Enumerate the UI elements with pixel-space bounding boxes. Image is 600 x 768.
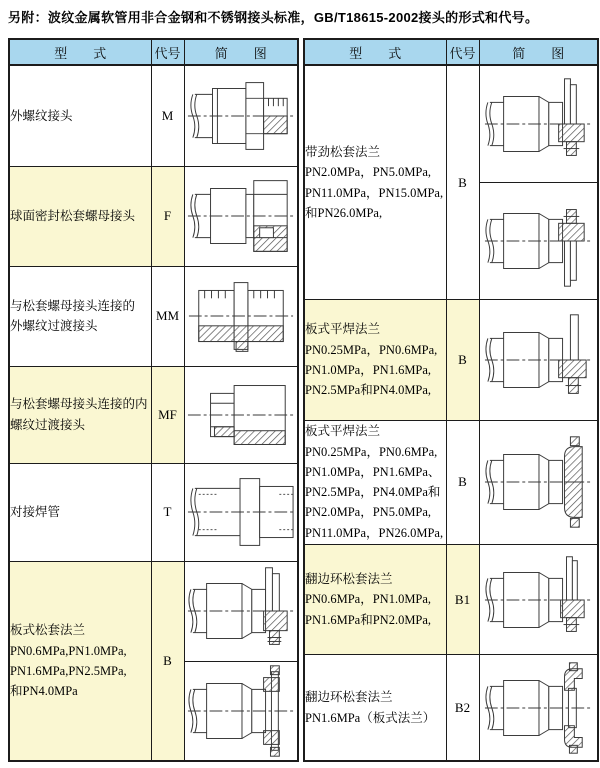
code-cell: MF	[151, 366, 184, 463]
type-line: PN1.6MPa,PN2.5MPa,	[10, 663, 127, 678]
table-row-left-4	[9, 463, 298, 561]
type-line: 翻边环松套法兰	[305, 572, 393, 587]
type-line: PN0.25MPa，PN0.6MPa,	[305, 444, 438, 459]
fitting-table-left	[8, 38, 299, 762]
column-header-type: 型 式	[9, 39, 151, 65]
code-cell: B1	[446, 544, 479, 654]
fitting-table-right	[303, 38, 599, 762]
type-line: PN11.0MPa，PN15.0MPa,	[305, 185, 444, 200]
type-line: 螺纹过渡接头	[10, 417, 86, 432]
diagram-cell	[184, 65, 298, 166]
type-line: PN2.5MPa和PN4.0MPa,	[305, 383, 432, 398]
table-row-left-1	[9, 166, 298, 266]
table-row-right-0	[304, 65, 598, 182]
diagram-cell	[184, 561, 298, 661]
diagram-double-male	[185, 268, 297, 364]
type-line: 板式平焊法兰	[305, 424, 381, 439]
diagram-cell	[479, 655, 598, 761]
code-cell: B	[446, 420, 479, 544]
code-cell: MM	[151, 266, 184, 366]
type-line: 板式松套法兰	[10, 623, 86, 638]
type-line: 球面密封松套螺母接头	[10, 208, 136, 223]
code-cell: M	[151, 65, 184, 166]
type-line: 带劲松套法兰	[305, 145, 381, 160]
type-line: PN0.6MPa，PN1.0MPa,	[305, 592, 432, 607]
column-header-code: 代号	[446, 39, 479, 65]
type-cell	[304, 655, 446, 761]
type-cell	[9, 463, 151, 561]
table-row-left-2	[9, 266, 298, 366]
diagram-flange-neck-up	[482, 76, 594, 172]
column-header-code: 代号	[151, 39, 184, 65]
type-cell	[9, 366, 151, 463]
diagram-flange-lap	[482, 552, 594, 648]
diagram-flange-loose-up	[185, 563, 297, 659]
type-line: 外螺纹接头	[10, 108, 73, 123]
diagram-cell	[184, 166, 298, 266]
code-cell: F	[151, 166, 184, 266]
type-cell	[9, 561, 151, 761]
diagram-cell	[184, 661, 298, 761]
type-line: 对接焊管	[10, 504, 61, 519]
type-line: PN1.6MPa和PN2.0MPa,	[305, 612, 432, 627]
type-line: 与松套螺母接头连接的	[10, 298, 136, 313]
type-line: PN2.5MPa，PN4.0MPa和	[305, 485, 441, 500]
type-cell	[304, 300, 446, 420]
diagram-flange-neck-down	[482, 193, 594, 289]
diagram-butt-weld	[185, 464, 297, 560]
code-cell: B2	[446, 655, 479, 761]
type-line: 翻边环松套法兰	[305, 690, 393, 705]
type-line: PN1.0MPa，PN1.6MPa、	[305, 464, 441, 479]
column-header-diagram: 简 图	[479, 39, 598, 65]
type-cell	[9, 266, 151, 366]
intro-note: 另附：波纹金属软管用非合金钢和不锈钢接头标准，GB/T18615-2002接头的形式和代号。	[8, 10, 539, 25]
diagram-cell	[479, 65, 598, 182]
table-row-right-3	[304, 544, 598, 654]
type-cell	[9, 65, 151, 166]
diagram-flange-weld-up	[482, 312, 594, 408]
code-cell: B	[446, 65, 479, 300]
table-row-left-5	[9, 561, 298, 661]
table-row-right-2	[304, 420, 598, 544]
type-cell	[304, 65, 446, 300]
code-cell: T	[151, 463, 184, 561]
diagram-cell	[479, 300, 598, 420]
type-cell	[304, 544, 446, 654]
type-line: PN1.6MPa（板式法兰）	[305, 710, 436, 725]
code-cell: B	[151, 561, 184, 761]
type-line: 和PN4.0MPa	[10, 684, 78, 698]
diagram-cell	[479, 420, 598, 544]
diagram-male-thread	[185, 68, 297, 164]
type-line: PN2.0MPa，PN5.0MPa,	[305, 165, 432, 180]
diagram-flange-lap-double	[482, 660, 594, 756]
type-line: 外螺纹过渡接头	[10, 319, 98, 333]
diagram-cell	[184, 366, 298, 463]
type-cell	[304, 420, 446, 544]
header-row-left	[9, 39, 298, 65]
table-row-left-0	[9, 65, 298, 166]
type-line: PN0.25MPa，PN0.6MPa,	[305, 342, 438, 357]
diagram-cell	[184, 266, 298, 366]
header-row-right	[304, 39, 598, 65]
type-line: PN2.0MPa，PN5.0MPa,	[305, 505, 432, 520]
diagram-female-adapter	[185, 367, 297, 463]
table-row-right-1	[304, 300, 598, 420]
type-line: PN11.0MPa，PN26.0MPa,	[305, 525, 444, 540]
diagram-cell	[479, 182, 598, 299]
type-line: PN0.6MPa,PN1.0MPa,	[10, 643, 127, 658]
column-header-diagram: 简 图	[184, 39, 298, 65]
diagram-cell	[184, 463, 298, 561]
diagram-flange-weld-curved	[482, 434, 594, 530]
table-row-right-4	[304, 655, 598, 761]
type-line: 板式平焊法兰	[305, 322, 381, 337]
diagram-nut-female	[185, 168, 297, 264]
column-header-type: 型 式	[304, 39, 446, 65]
code-cell: B	[446, 300, 479, 420]
type-line: 与松套螺母接头连接的内	[10, 397, 148, 412]
type-line: PN1.0MPa，PN1.6MPa,	[305, 362, 432, 377]
table-row-left-3	[9, 366, 298, 463]
type-cell	[9, 166, 151, 266]
diagram-flange-loose-sym	[185, 663, 297, 759]
type-line: 和PN26.0MPa,	[305, 205, 383, 220]
fitting-tables	[8, 38, 599, 762]
diagram-cell	[479, 544, 598, 654]
